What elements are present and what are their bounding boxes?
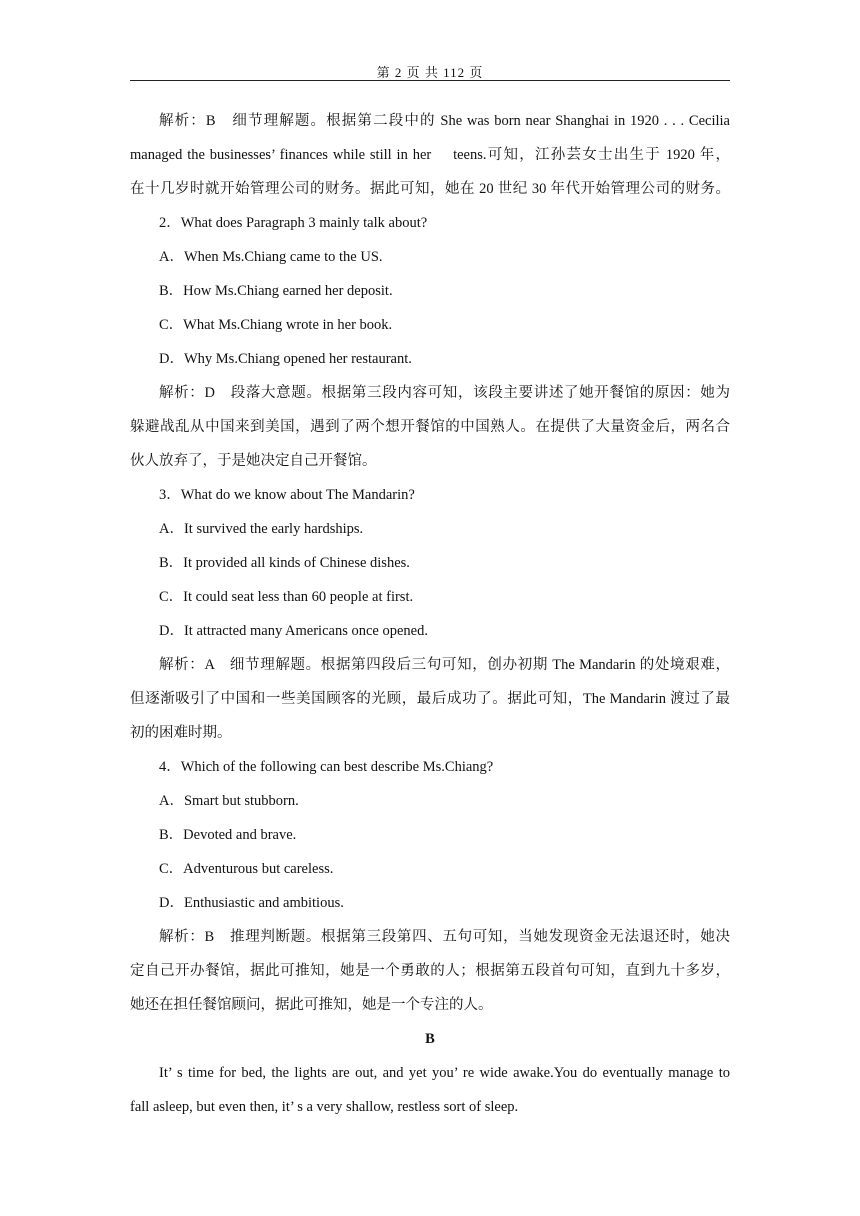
- text-line: 解析：A 细节理解题。根据第四段后三句可知，创办初期 The Mandarin 的处境艰难，: [159, 657, 730, 673]
- text-line: 在十几岁时就开始管理公司的财务。据此可知，她在 20 世纪 30 年代开始管理公司的财务。: [130, 181, 730, 197]
- text-line: D．Why Ms.Chiang opened her restaurant.: [159, 351, 412, 367]
- text-line: D．It attracted many Americans once opened.: [159, 623, 428, 639]
- text-line: 初的困难时期。: [130, 725, 232, 741]
- text-line: 3．What do we know about The Mandarin?: [159, 487, 415, 503]
- text-line: A．When Ms.Chiang came to the US.: [159, 249, 383, 265]
- text-line: 定自己开办餐馆，据此可推知，她是一个勇敢的人；根据第五段首句可知，直到九十多岁，: [130, 963, 730, 979]
- text-line: B．Devoted and brave.: [159, 827, 297, 843]
- header-rule: [130, 80, 730, 81]
- section-heading: B: [425, 1031, 435, 1047]
- text-line: fall asleep, but even then, it’ s a very shallow, restless sort of sleep.: [130, 1099, 519, 1115]
- text-line: 伙人放弃了，于是她决定自己开餐馆。: [130, 453, 377, 469]
- text-line: B．How Ms.Chiang earned her deposit.: [159, 283, 393, 299]
- text-line: 躲避战乱从中国来到美国，遇到了两个想开餐馆的中国熟人。在提供了大量资金后，两名合: [130, 419, 730, 435]
- text-line: A．Smart but stubborn.: [159, 793, 299, 809]
- text-line: 她还在担任餐馆顾问，据此可推知，她是一个专注的人。: [130, 997, 493, 1013]
- text-line: B．It provided all kinds of Chinese dishes.: [159, 555, 410, 571]
- text-line: 2．What does Paragraph 3 mainly talk about?: [159, 215, 428, 231]
- text-line: 但逐渐吸引了中国和一些美国顾客的光顾，最后成功了。据此可知，The Mandarin 渡过了最: [130, 691, 730, 707]
- text-line: managed the businesses’ finances while still in her teens.可知，江孙芸女士出生于 1920 年，: [130, 147, 730, 163]
- text-line: C．It could seat less than 60 people at first.: [159, 589, 414, 605]
- document-body: [130, 108, 730, 1128]
- text-line: 4．Which of the following can best describe Ms.Chiang?: [159, 759, 494, 775]
- text-line: 解析：D 段落大意题。根据第三段内容可知，该段主要讲述了她开餐馆的原因：她为: [159, 385, 730, 401]
- page-header: 第 2 页 共 112 页: [376, 65, 484, 80]
- text-line: A．It survived the early hardships.: [159, 521, 364, 537]
- text-line: 解析：B 推理判断题。根据第三段第四、五句可知，当她发现资金无法退还时，她决: [159, 929, 730, 945]
- text-line: It’ s time for bed, the lights are out, and yet you’ re wide awake.You do eventually manage to: [159, 1065, 730, 1081]
- text-line: C．Adventurous but careless.: [159, 861, 334, 877]
- text-line: D．Enthusiastic and ambitious.: [159, 895, 344, 911]
- text-line: C．What Ms.Chiang wrote in her book.: [159, 317, 393, 333]
- text-line: 解析：B 细节理解题。根据第二段中的 She was born near Shanghai in 1920 . . . Cecilia: [159, 113, 730, 129]
